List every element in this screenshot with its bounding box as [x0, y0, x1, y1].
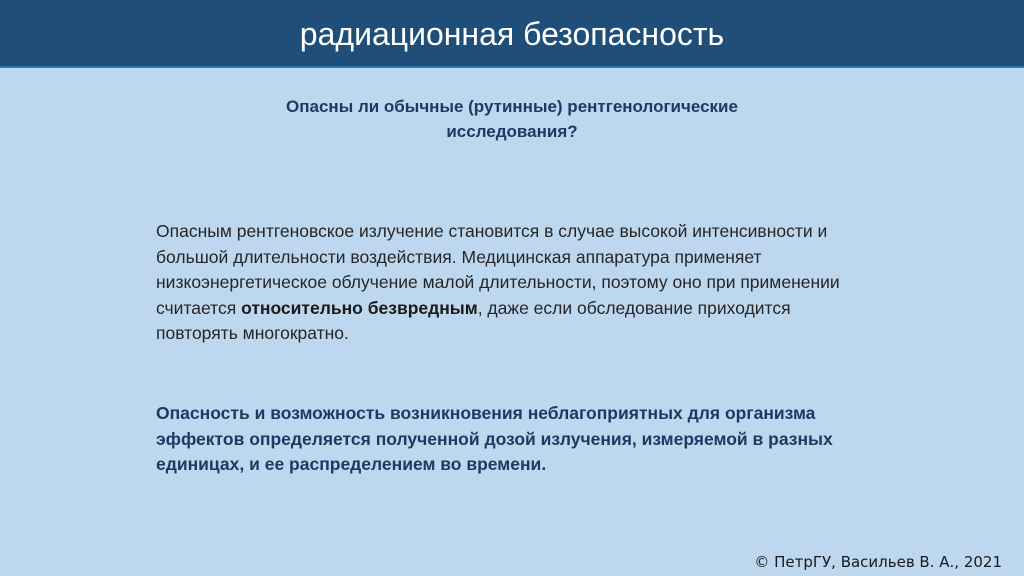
paragraph-1-bold: относительно безвредным — [241, 297, 478, 318]
body-paragraph-1 — [156, 219, 876, 347]
question-heading — [180, 94, 844, 144]
footer-copyright: © ПетрГУ, Васильев В. А., 2021 — [754, 553, 1002, 571]
slide-title: радиационная безопасность — [299, 16, 725, 52]
paragraph-1-text: Опасным рентгеновское излучение становится в случае высокой интенсивности и большой длительности воздействия. Медицинская аппаратура применяет низкоэнергетическое облучение малой длительности, поэтому оно при применении считается — [156, 221, 840, 318]
header-bar — [0, 0, 1024, 68]
question-line-2: исследования? — [446, 122, 578, 141]
body-paragraph-2: Опасность и возможность возникновения неблагоприятных для организма эффектов определяется полученной дозой излучения, измеряемой в разных единицах, и ее распределением во времени. — [156, 403, 833, 474]
question-line-1: Опасны ли обычные (рутинные) рентгенологические — [286, 97, 738, 116]
paragraph-1-text-end: , даже если обследование приходится повторять многократно. — [156, 297, 791, 343]
